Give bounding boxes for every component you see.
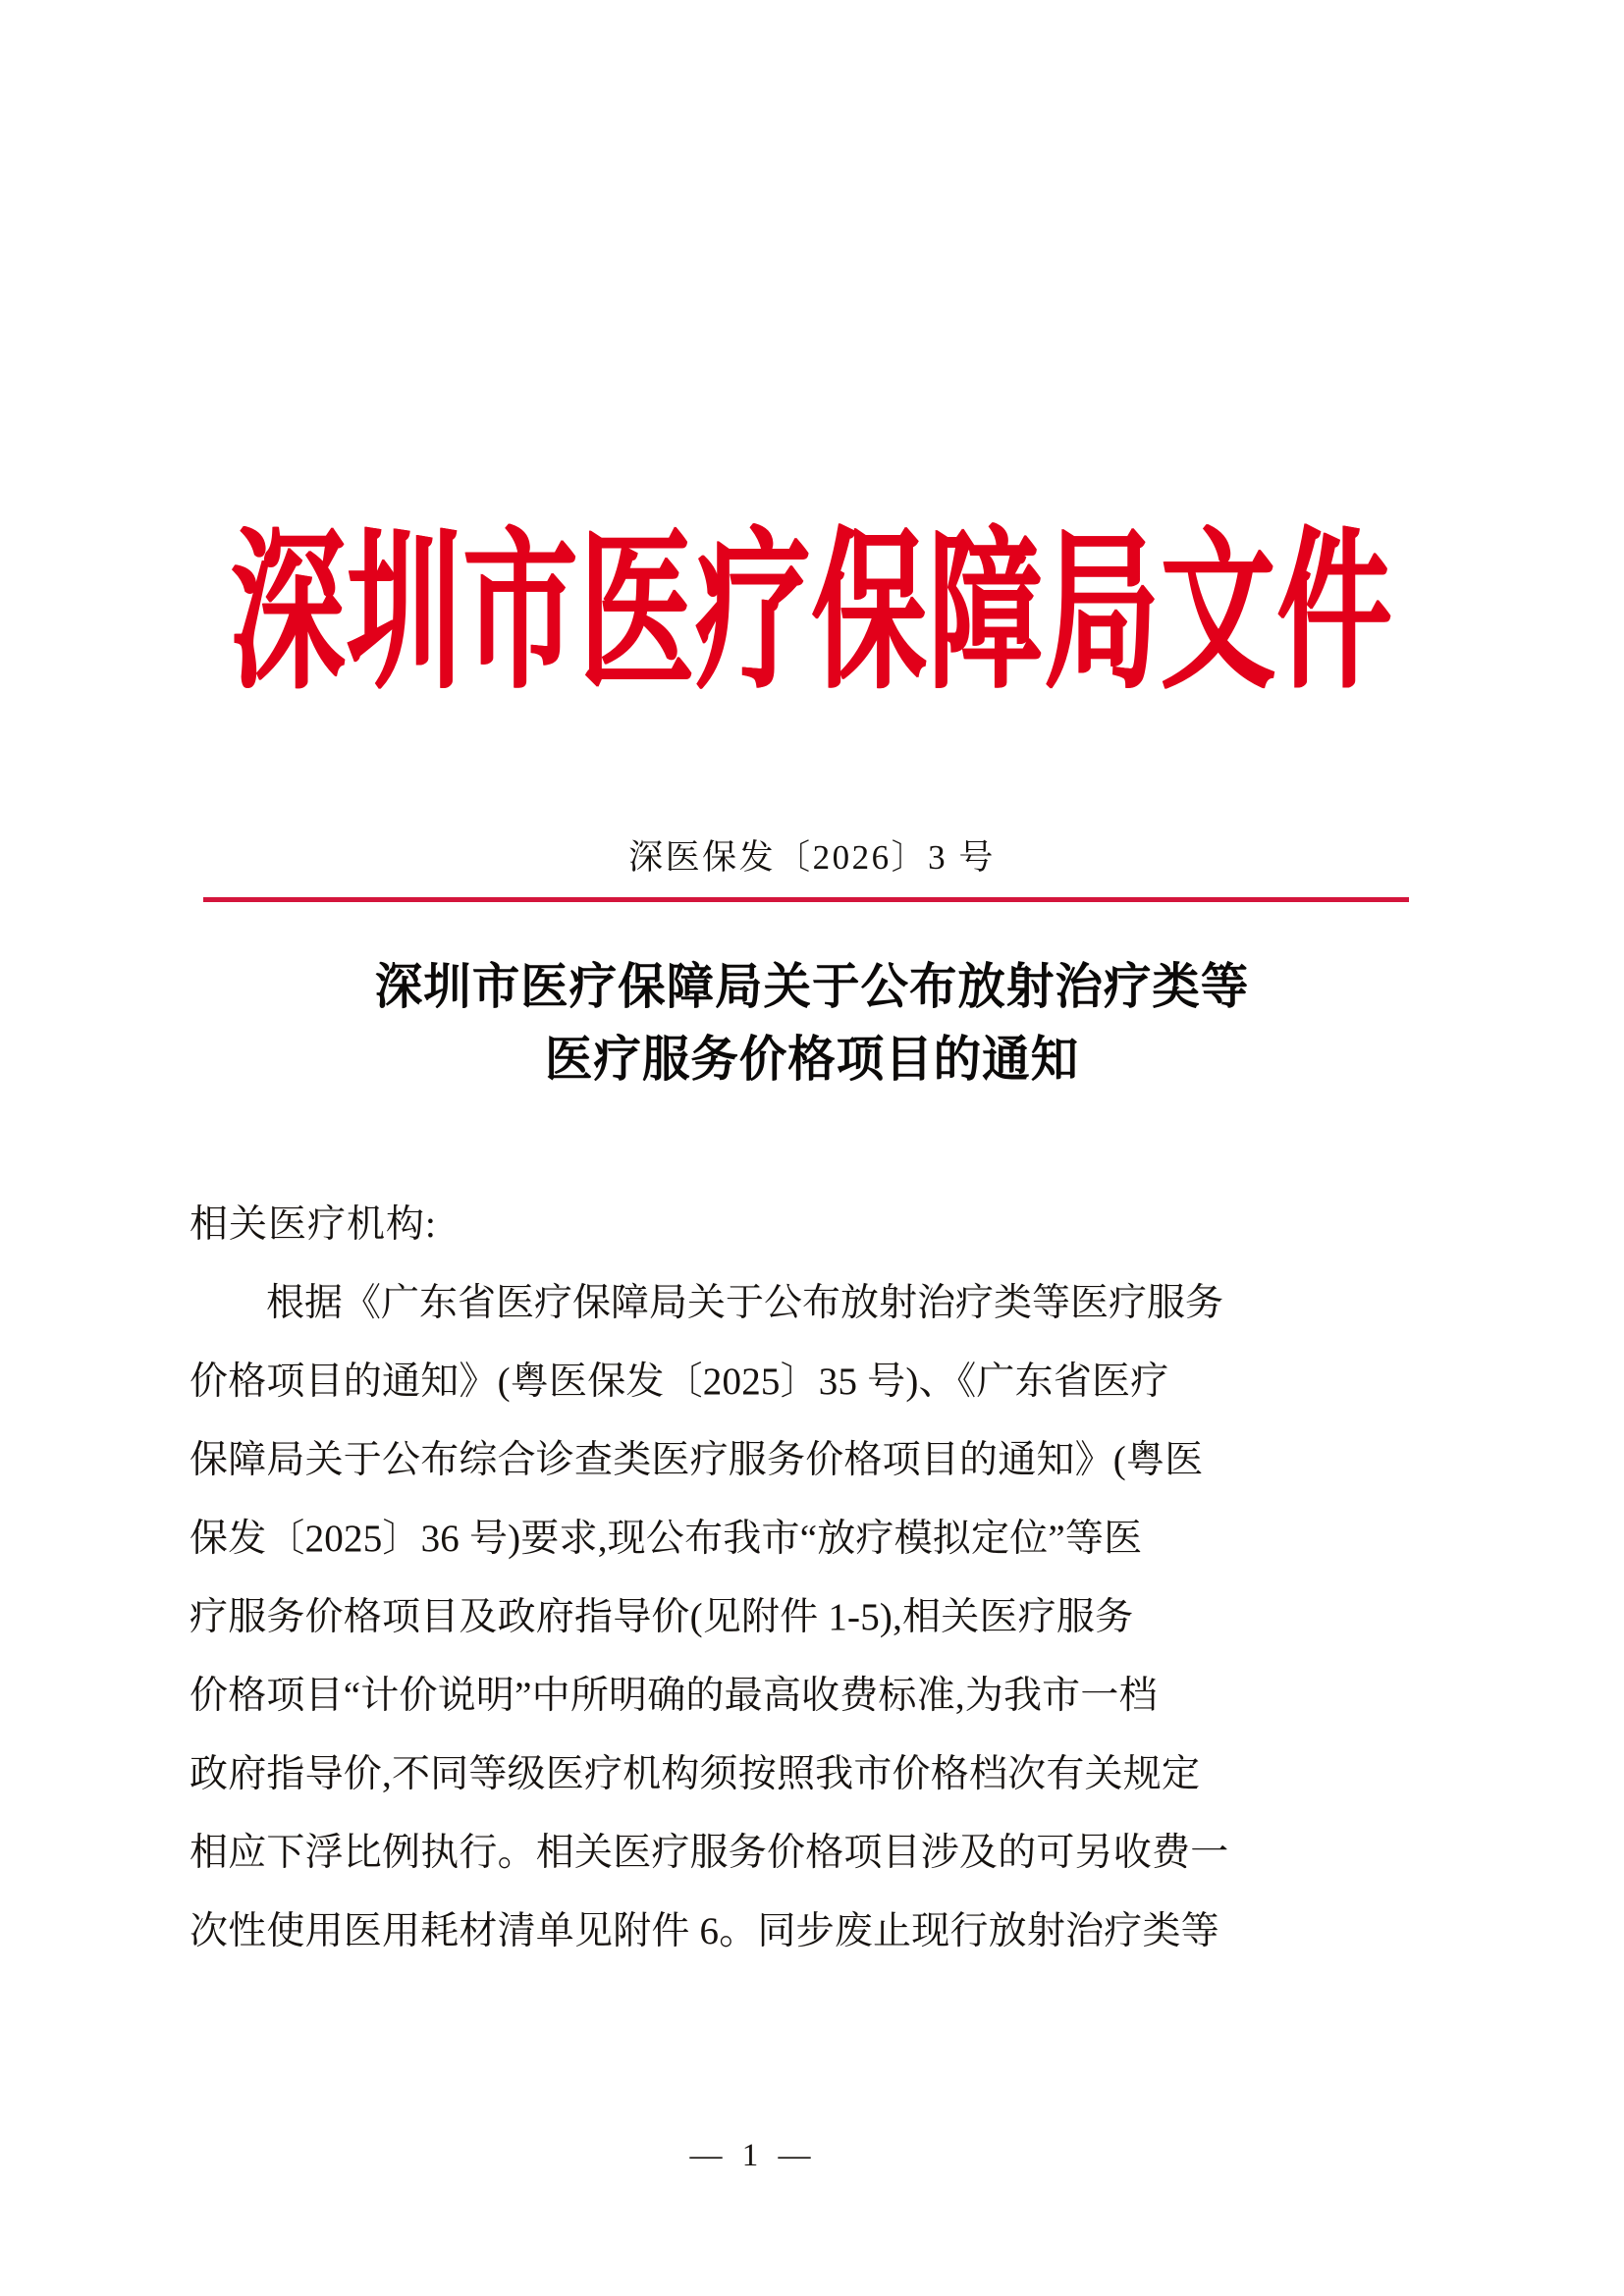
body-line-1: 根据《广东省医疗保障局关于公布放射治疗类等医疗服务 [266, 1282, 1224, 1324]
document-title-line-2: 医疗服务价格项目的通知 [544, 1032, 1080, 1087]
body-line-7: 政府指导价,不同等级医疗机构须按照我市价格档次有关规定 [189, 1753, 1201, 1795]
issuing-agency-masthead: 深圳市医疗保障局文件 [230, 518, 1394, 710]
body-line-6: 价格项目“计价说明”中所明确的最高收费标准,为我市一档 [189, 1675, 1158, 1717]
masthead-banner [0, 518, 1624, 710]
document-serial-number: 深医保发〔2026〕3 号 [628, 838, 996, 877]
body-line-3: 保障局关于公布综合诊查类医疗服务价格项目的通知》(粤医 [189, 1439, 1204, 1481]
page-number-footer: — 1 — [689, 2138, 817, 2173]
body-line-8: 相应下浮比例执行。相关医疗服务价格项目涉及的可另收费一 [189, 1832, 1229, 1874]
body-line-5: 疗服务价格项目及政府指导价(见附件 1-5),相关医疗服务 [189, 1596, 1134, 1638]
body-line-9: 次性使用医用耗材清单见附件 6。同步废止现行放射治疗类等 [189, 1910, 1219, 1952]
document-body [189, 1186, 1438, 1971]
body-line-4: 保发〔2025〕36 号)要求,现公布我市“放疗模拟定位”等医 [189, 1518, 1143, 1560]
document-title-line-1: 深圳市医疗保障局关于公布放射治疗类等 [374, 959, 1250, 1014]
body-line-2: 价格项目的通知》(粤医保发〔2025〕35 号)、《广东省医疗 [189, 1361, 1169, 1403]
body-salutation: 相关医疗机构: [189, 1203, 437, 1246]
red-divider-rule [203, 897, 1409, 902]
document-title [187, 950, 1437, 1095]
